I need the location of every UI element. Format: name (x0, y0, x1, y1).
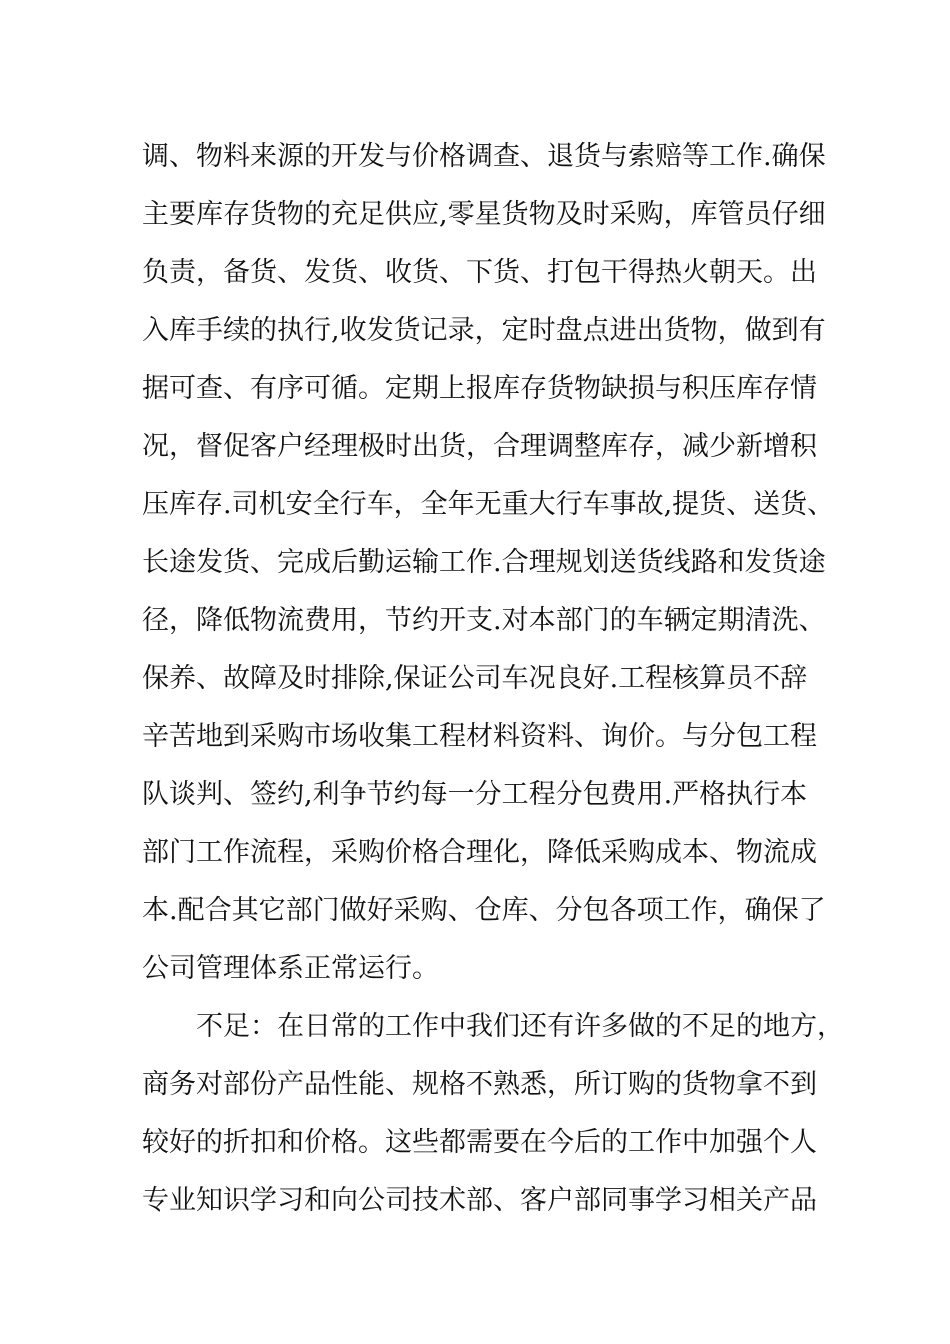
text-line: 队谈判、签约,利争节约每一分工程分包费用.严格执行本 (142, 779, 808, 810)
text-line: 压库存.司机安全行车，全年无重大行车事故,提货、送货、 (142, 489, 835, 520)
text-line: 况，督促客户经理极时出货，合理调整库存，减少新增积 (142, 431, 817, 462)
paragraph-start-line: 不足：在日常的工作中我们还有许多做的不足的地方， (196, 1011, 844, 1042)
text-line: 负责，备货、发货、收货、下货、打包干得热火朝天。出 (142, 257, 817, 288)
text-line: 部门工作流程，采购价格合理化，降低采购成本、物流成 (142, 837, 817, 868)
text-line: 辛苦地到采购市场收集工程材料资料、询价。与分包工程 (142, 721, 817, 752)
text-line: 主要库存货物的充足供应,零星货物及时采购，库管员仔细 (142, 199, 826, 230)
body-text (142, 128, 842, 1230)
text-line: 较好的折扣和价格。这些都需要在今后的工作中加强个人 (142, 1127, 817, 1158)
text-line: 径，降低物流费用，节约开支.对本部门的车辆定期清洗、 (142, 605, 826, 636)
text-line: 本.配合其它部门做好采购、仓库、分包各项工作，确保了 (142, 895, 826, 926)
text-line: 入库手续的执行,收发货记录，定时盘点进出货物，做到有 (142, 315, 826, 346)
text-line: 调、物料来源的开发与价格调查、退货与索赔等工作.确保 (142, 141, 826, 172)
text-line: 长途发货、完成后勤运输工作.合理规划送货线路和发货途 (142, 547, 826, 578)
text-line: 商务对部份产品性能、规格不熟悉，所订购的货物拿不到 (142, 1069, 817, 1100)
text-line: 据可查、有序可循。定期上报库存货物缺损与积压库存情 (142, 373, 817, 404)
text-line: 保养、故障及时排除,保证公司车况良好.工程核算员不辞 (142, 663, 808, 694)
text-line: 专业知识学习和向公司技术部、客户部同事学习相关产品 (142, 1185, 817, 1216)
text-line: 公司管理体系正常运行。 (142, 953, 439, 984)
